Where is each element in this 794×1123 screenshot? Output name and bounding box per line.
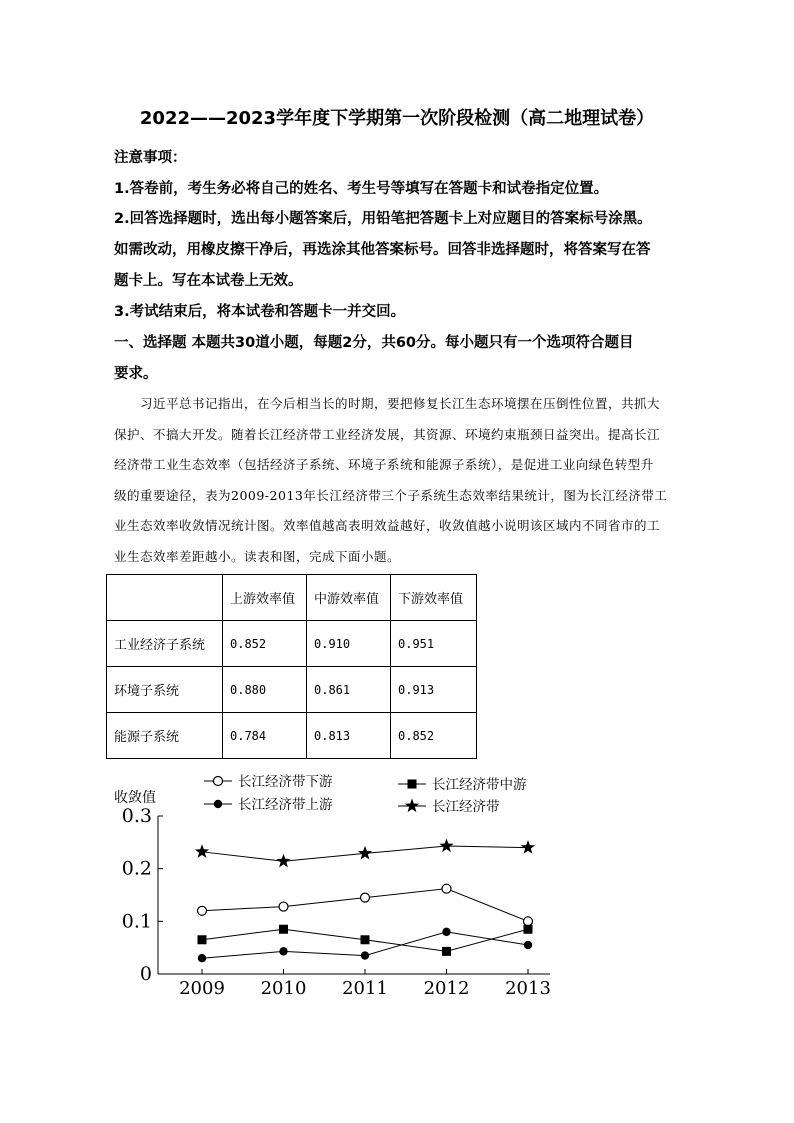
data-point	[442, 884, 451, 893]
table-row	[107, 713, 477, 759]
convergence-chart	[100, 764, 570, 1004]
data-point	[524, 917, 533, 926]
table-cell: 0.861	[307, 667, 391, 713]
data-point	[198, 935, 207, 944]
data-point	[279, 947, 287, 955]
table-row	[107, 667, 477, 713]
table-cell: 0.880	[223, 667, 307, 713]
notice-heading: 注意事项：	[114, 150, 187, 166]
notice-item-2-end: 题卡上。写在本试卷上无效。	[114, 273, 303, 289]
passage	[114, 389, 704, 572]
x-tick-label: 2011	[342, 978, 388, 999]
passage-line: 业生态效率收敛情况统计图。效率值越高表明效益越好，收敛值越小说明该区域内不同省市的工	[114, 518, 661, 533]
table-cell: 0.852	[391, 713, 477, 759]
passage-line: 业生态效率差距越小。读表和图，完成下面小题。	[114, 548, 401, 564]
y-tick-label: 0.3	[121, 805, 152, 827]
notice-item-2-cont: 如需改动，用橡皮擦干净后，再选涂其他答案标号。回答非选择题时，将答案写在答	[114, 242, 651, 258]
legend-marker	[214, 777, 223, 786]
x-tick-label: 2012	[423, 978, 470, 999]
table-cell: 0.784	[223, 713, 307, 759]
legend-label: 长江经济带下游	[238, 774, 333, 790]
data-point	[439, 839, 453, 853]
table-cell: 0.852	[223, 621, 307, 667]
data-point	[279, 925, 288, 934]
data-point	[195, 844, 209, 858]
table-header-cell	[107, 575, 223, 621]
data-point	[361, 951, 369, 959]
legend-marker	[408, 780, 417, 789]
x-tick-label: 2013	[505, 978, 551, 999]
data-point	[358, 846, 372, 860]
passage-line: 经济带工业生态效率（包括经济子系统、环境子系统和能源子系统），是促进工业向绿色转型升	[114, 457, 654, 472]
y-tick-label: 0.1	[121, 910, 152, 933]
data-point	[524, 925, 533, 934]
table-cell: 环境子系统	[107, 667, 223, 713]
exam-title: 2022——2023学年度下学期第一次阶段检测（高二地理试卷）	[139, 108, 655, 129]
y-tick-label: 0.2	[121, 857, 152, 880]
data-point	[276, 854, 290, 868]
y-axis-label: 收敛值	[114, 790, 156, 806]
passage-line: 保护、不搞大开发。随着长江经济带工业经济发展，其资源、环境约束瓶颈日益突出。提高长江	[114, 426, 661, 442]
legend-marker	[214, 800, 222, 808]
data-point	[361, 935, 370, 944]
data-point	[279, 902, 288, 911]
y-tick-label: 0	[139, 963, 152, 985]
notice-item-1: 1.答卷前，考生务必将自己的姓名、考生号等填写在答题卡和试卷指定位置。	[114, 181, 609, 197]
notice-item-2: 2.回答选择题时，选出每小题答案后，用铅笔把答题卡上对应题目的答案标号涂黑。	[114, 211, 652, 227]
x-tick-label: 2009	[179, 978, 225, 999]
table-cell: 0.910	[307, 621, 391, 667]
passage-line: 级的重要途径，表为2009-2013年长江经济带三个子系统生态效率结果统计，图为长江经济带工	[114, 487, 668, 503]
table-cell: 能源子系统	[107, 713, 223, 759]
data-point	[198, 906, 207, 915]
data-point	[524, 941, 532, 949]
table-header-cell: 下游效率值	[391, 575, 477, 621]
data-point	[198, 954, 206, 962]
passage-line: 习近平总书记指出，在今后相当长的时期，要把修复长江生态环境摆在压倒性位置，共抓大	[114, 396, 661, 411]
table-cell: 0.951	[391, 621, 477, 667]
section-heading-cont: 要求。	[114, 366, 158, 382]
legend-marker	[405, 799, 419, 813]
table-header-cell: 上游效率值	[223, 575, 307, 621]
legend-label: 长江经济带上游	[238, 797, 333, 813]
efficiency-table	[106, 574, 477, 759]
table-header-cell: 中游效率值	[307, 575, 391, 621]
table-header-row	[107, 575, 477, 621]
legend-label: 长江经济带	[432, 799, 500, 815]
data-point	[442, 947, 451, 956]
table-cell: 0.913	[391, 667, 477, 713]
table-cell: 工业经济子系统	[107, 621, 223, 667]
legend-label: 长江经济带中游	[432, 777, 527, 793]
data-point	[521, 840, 535, 854]
table-row	[107, 621, 477, 667]
table-cell: 0.813	[307, 713, 391, 759]
section-heading: 一、选择题 本题共30道小题，每题2分，共60分。每小题只有一个选项符合题目	[114, 335, 634, 351]
data-point	[442, 928, 450, 936]
x-tick-label: 2010	[260, 978, 307, 999]
data-point	[361, 893, 370, 902]
notice-item-3: 3.考试结束后，将本试卷和答题卡一并交回。	[114, 304, 406, 320]
